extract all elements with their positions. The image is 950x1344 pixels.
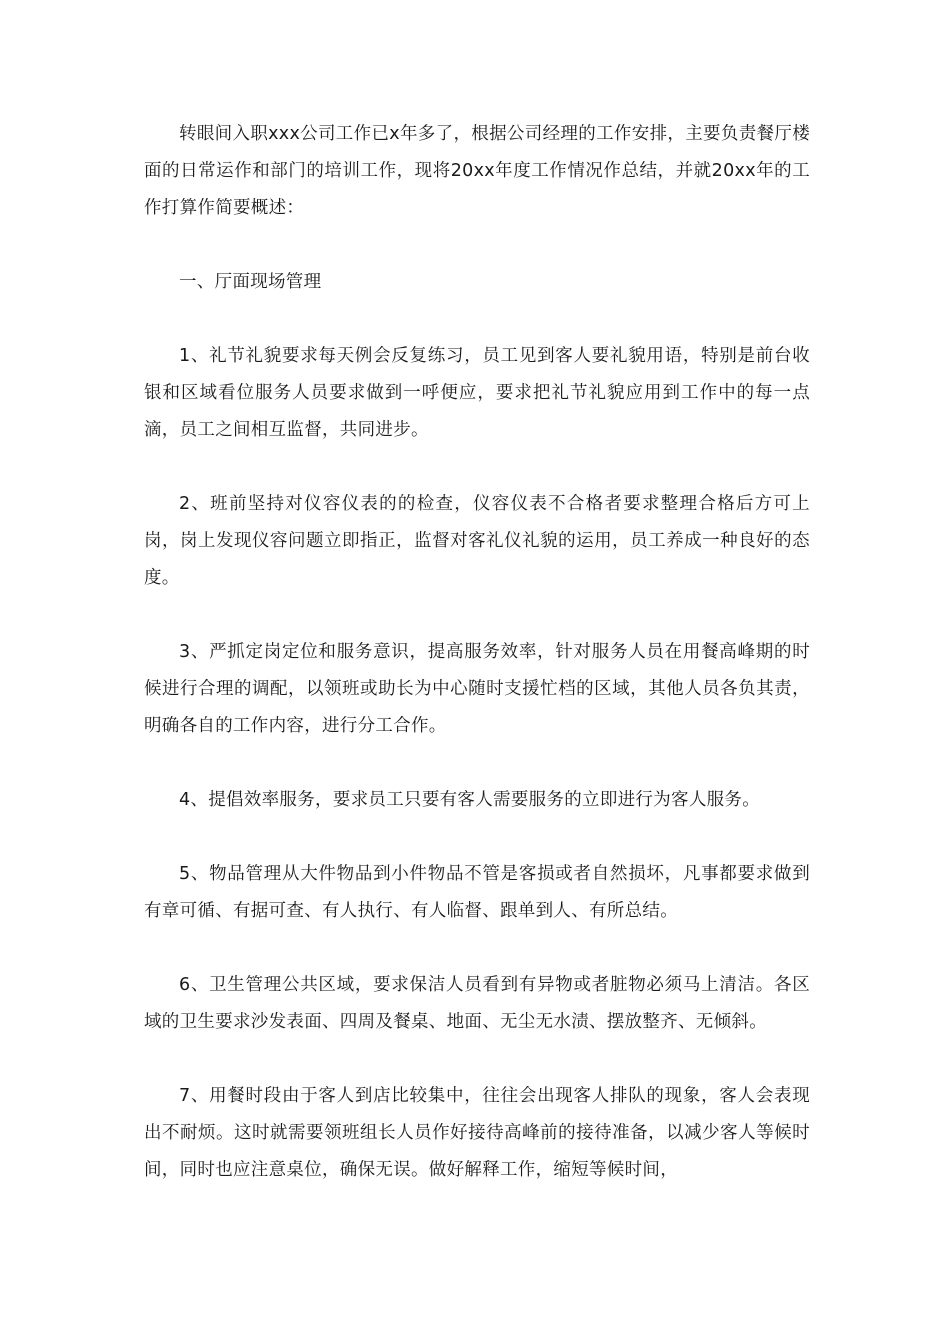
section-heading: 一、厅面现场管理 bbox=[179, 272, 322, 292]
document-body bbox=[144, 116, 810, 1189]
intro-paragraph: 转眼间入职xxx公司工作已x年多了，根据公司经理的工作安排，主要负责餐厅楼面的日常运作和部门的培训工作，现将20xx年度工作情况作总结，并就20xx年的工作打算作简要概述： bbox=[144, 124, 810, 218]
item-paragraph-1: 1、礼节礼貌要求每天例会反复练习，员工见到客人要礼貌用语，特别是前台收银和区域看位服务人员要求做到一呼便应，要求把礼节礼貌应用到工作中的每一点滴，员工之间相互监督，共同进步。 bbox=[144, 346, 810, 440]
item-paragraph-4: 4、提倡效率服务，要求员工只要有客人需要服务的立即进行为客人服务。 bbox=[179, 790, 761, 810]
item-paragraph-3: 3、严抓定岗定位和服务意识，提高服务效率，针对服务人员在用餐高峰期的时候进行合理的调配，以领班或助长为中心随时支援忙档的区域，其他人员各负其责，明确各自的工作内容，进行分工合作。 bbox=[144, 642, 810, 736]
item-paragraph-2: 2、班前坚持对仪容仪表的的检查，仪容仪表不合格者要求整理合格后方可上岗，岗上发现仪容问题立即指正，监督对客礼仪礼貌的运用，员工养成一种良好的态度。 bbox=[144, 494, 810, 588]
item-paragraph-7: 7、用餐时段由于客人到店比较集中，往往会出现客人排队的现象，客人会表现出不耐烦。这时就需要领班组长人员作好接待高峰前的接待准备，以减少客人等候时间，同时也应注意桌位，确保无误。做好解释工作，缩短等候时间， bbox=[144, 1086, 810, 1180]
item-paragraph-6: 6、卫生管理公共区域，要求保洁人员看到有异物或者脏物必须马上清洁。各区域的卫生要求沙发表面、四周及餐桌、地面、无尘无水渍、摆放整齐、无倾斜。 bbox=[144, 975, 810, 1032]
item-paragraph-5: 5、物品管理从大件物品到小件物品不管是客损或者自然损坏，凡事都要求做到有章可循、有据可查、有人执行、有人临督、跟单到人、有所总结。 bbox=[144, 864, 810, 921]
